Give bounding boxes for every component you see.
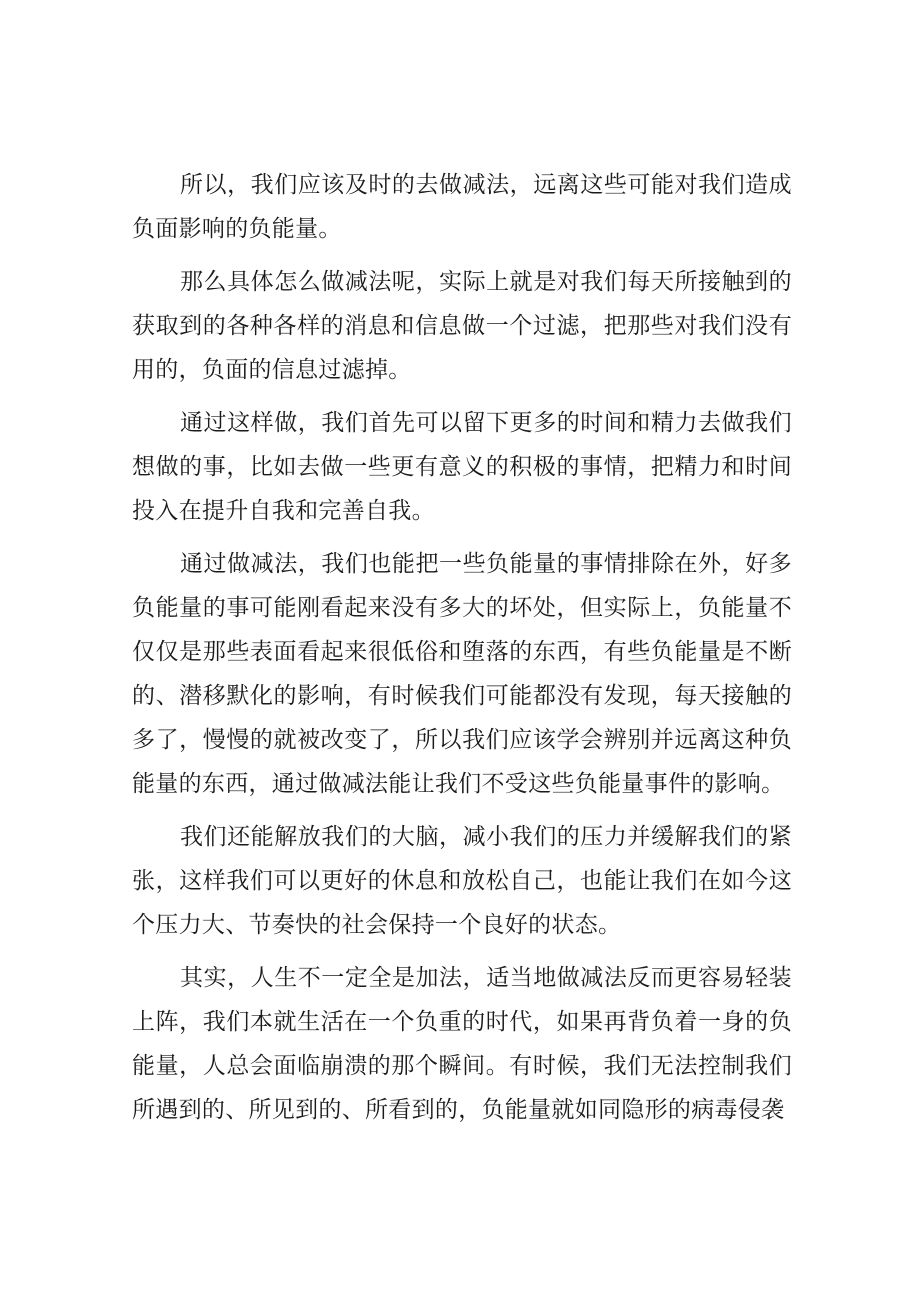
paragraph-1: 所以，我们应该及时的去做减法，远离这些可能对我们造成负面影响的负能量。 [132, 172, 792, 242]
paragraph-3: 通过这样做，我们首先可以留下更多的时间和精力去做我们想做的事，比如去做一些更有意义的积极的事情，把精力和时间投入在提升自我和完善自我。 [132, 410, 792, 524]
document-body [132, 163, 792, 1141]
paragraph-2: 那么具体怎么做减法呢，实际上就是对我们每天所接触到的获取到的各种各样的消息和信息做一个过滤，把那些对我们没有用的，负面的信息过滤掉。 [132, 269, 792, 383]
paragraph-4: 通过做减法，我们也能把一些负能量的事情排除在外，好多负能量的事可能刚看起来没有多大的坏处，但实际上，负能量不仅仅是那些表面看起来很低俗和堕落的东西，有些负能量是不断的、潜移默化的影响，有时候我们可能都没有发现，每天接触的多了，慢慢的就被改变了，所以我们应该学会辨别并远离这种负能量的东西，通过做减法能让我们不受这些负能量事件的影响。 [132, 551, 792, 797]
paragraph-6: 其实，人生不一定全是加法，适当地做减法反而更容易轻装上阵，我们本就生活在一个负重的时代，如果再背负着一身的负能量，人总会面临崩溃的那个瞬间。有时候，我们无法控制我们所遇到的、所见到的、所看到的，负能量就如同隐形的病毒侵袭 [132, 965, 792, 1123]
paragraph-5: 我们还能解放我们的大脑，减小我们的压力并缓解我们的紧张，这样我们可以更好的休息和放松自己，也能让我们在如今这个压力大、节奏快的社会保持一个良好的状态。 [132, 824, 792, 938]
